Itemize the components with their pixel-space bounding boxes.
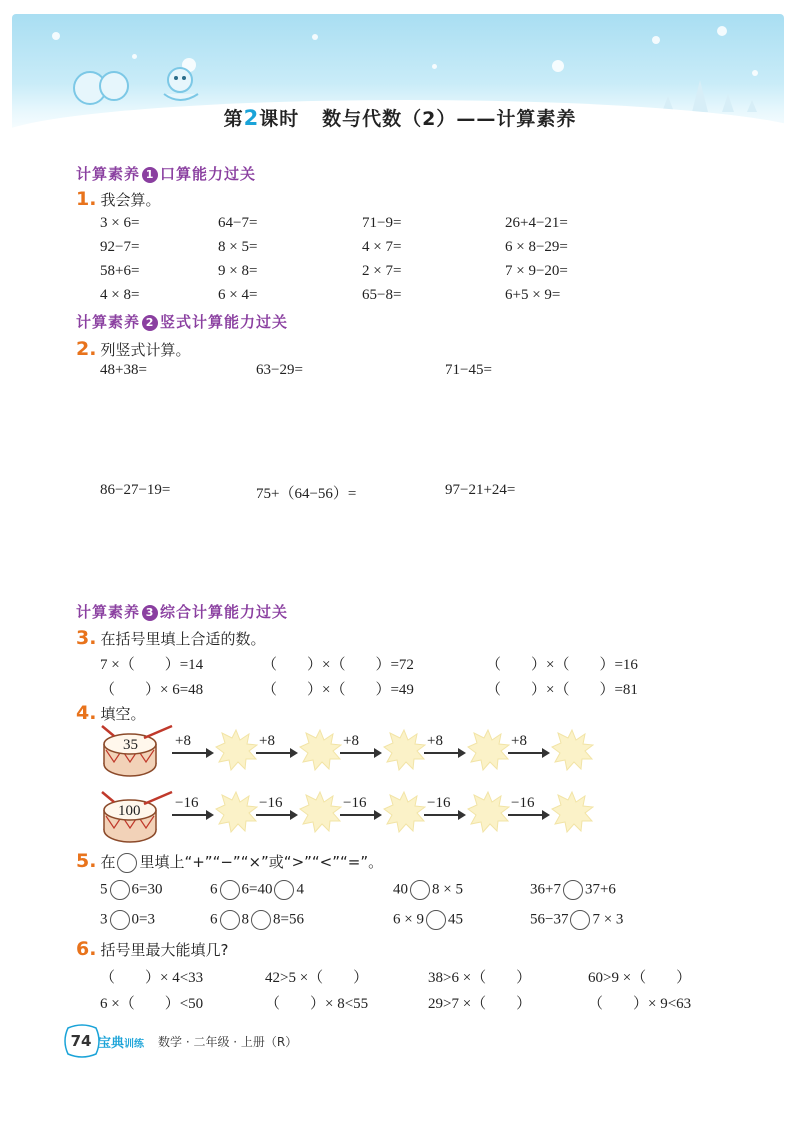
comparison-problem: 3 0=3 <box>100 910 155 930</box>
problem: 97−21+24= <box>445 482 516 498</box>
question-2-heading: 2. 列竖式计算。 <box>76 338 191 360</box>
problem: （ ）× 4<33 <box>100 970 204 986</box>
problem: 42>5 ×（ ） <box>265 970 369 986</box>
problem: （ ）× 9<63 <box>588 996 692 1012</box>
problem: 86−27−19= <box>100 482 171 498</box>
chain-start-value: 100 <box>118 803 141 819</box>
problem: 65−8= <box>362 287 402 303</box>
problem: 4 × 8= <box>100 287 140 303</box>
operation-label: +8 <box>343 733 359 749</box>
problem: 29>7 ×（ ） <box>428 996 532 1012</box>
answer-star-icon[interactable] <box>382 790 426 834</box>
answer-star-icon[interactable] <box>550 728 594 772</box>
answer-circle[interactable] <box>570 910 590 930</box>
book-subtitle: 数学 · 二年级 · 上册（R） <box>158 1035 298 1049</box>
arrow-icon <box>172 752 212 754</box>
arrow-icon <box>256 814 296 816</box>
lesson-title: 第2课时 数与代数（2）——计算素养 <box>223 106 577 130</box>
answer-circle[interactable] <box>274 880 294 900</box>
answer-circle[interactable] <box>110 910 130 930</box>
problem: 38>6 ×（ ） <box>428 970 532 986</box>
comparison-problem: 6 6=40 4 <box>210 880 304 900</box>
answer-star-icon[interactable] <box>298 728 342 772</box>
problem: 3 × 6= <box>100 215 140 231</box>
problem: （ ）×（ ）=81 <box>486 682 638 698</box>
problem: 64−7= <box>218 215 258 231</box>
answer-circle[interactable] <box>220 910 240 930</box>
problem: （ ）× 8<55 <box>265 996 369 1012</box>
brand-logo: 宝典训练 <box>98 1036 145 1051</box>
chain-start-value: 35 <box>123 737 138 753</box>
operation-label: −16 <box>175 795 199 811</box>
comparison-problem: 6 8 8=56 <box>210 910 304 930</box>
answer-star-icon[interactable] <box>466 790 510 834</box>
problem: 7 × 9−20= <box>505 263 568 279</box>
answer-circle[interactable] <box>426 910 446 930</box>
problem: 4 × 7= <box>362 239 402 255</box>
answer-circle[interactable] <box>410 880 430 900</box>
problem: 48+38= <box>100 362 147 378</box>
answer-star-icon[interactable] <box>550 790 594 834</box>
arrow-icon <box>424 752 464 754</box>
operation-label: +8 <box>175 733 191 749</box>
operation-label: −16 <box>343 795 367 811</box>
answer-star-icon[interactable] <box>382 728 426 772</box>
problem: （ ）× 6=48 <box>100 682 204 698</box>
comparison-problem: 36+7 37+6 <box>530 880 616 900</box>
section-heading-vertical: 计算素养 2 竖式计算能力过关 <box>76 313 289 331</box>
answer-circle[interactable] <box>220 880 240 900</box>
operation-label: +8 <box>259 733 275 749</box>
section-heading-comprehensive: 计算素养 3 综合计算能力过关 <box>76 603 289 621</box>
question-1-heading: 1. 我会算。 <box>76 188 161 210</box>
arrow-icon <box>340 752 380 754</box>
answer-circle[interactable] <box>563 880 583 900</box>
snowman-illustration-icon <box>68 60 218 110</box>
problem: 60>9 ×（ ） <box>588 970 692 986</box>
comparison-problem: 56−37 7 × 3 <box>530 910 623 930</box>
blank-circle-icon <box>117 853 137 873</box>
problem: 58+6= <box>100 263 140 279</box>
problem: 26+4−21= <box>505 215 568 231</box>
problem: 71−9= <box>362 215 402 231</box>
page-number: 74 <box>70 1032 92 1050</box>
question-4-heading: 4. 填空。 <box>76 702 146 724</box>
answer-star-icon[interactable] <box>298 790 342 834</box>
operation-label: −16 <box>259 795 283 811</box>
problem: 75+（64−56）= <box>256 486 357 502</box>
problem: 92−7= <box>100 239 140 255</box>
comparison-problem: 5 6=30 <box>100 880 162 900</box>
arrow-icon <box>340 814 380 816</box>
comparison-problem: 6 × 9 45 <box>393 910 463 930</box>
arrow-icon <box>256 752 296 754</box>
problem: 6 × 4= <box>218 287 258 303</box>
problem: （ ）×（ ）=16 <box>486 657 638 673</box>
problem: （ ）×（ ）=49 <box>262 682 414 698</box>
operation-label: −16 <box>511 795 535 811</box>
operation-label: +8 <box>427 733 443 749</box>
question-6-heading: 6. 括号里最大能填几? <box>76 938 229 960</box>
operation-label: −16 <box>427 795 451 811</box>
problem: 6 × 8−29= <box>505 239 568 255</box>
problem: 71−45= <box>445 362 492 378</box>
question-3-heading: 3. 在括号里填上合适的数。 <box>76 627 266 649</box>
problem: 7 ×（ ）=14 <box>100 657 204 673</box>
answer-star-icon[interactable] <box>214 728 258 772</box>
answer-star-icon[interactable] <box>214 790 258 834</box>
arrow-icon <box>172 814 212 816</box>
arrow-icon <box>508 752 548 754</box>
problem: 9 × 8= <box>218 263 258 279</box>
answer-circle[interactable] <box>110 880 130 900</box>
problem: 6 ×（ ）<50 <box>100 996 204 1012</box>
comparison-problem: 40 8 × 5 <box>393 880 463 900</box>
answer-star-icon[interactable] <box>466 728 510 772</box>
problem: 6+5 × 9= <box>505 287 561 303</box>
problem: 8 × 5= <box>218 239 258 255</box>
section-heading-oral: 计算素养 1 口算能力过关 <box>76 165 257 183</box>
arrow-icon <box>424 814 464 816</box>
operation-label: +8 <box>511 733 527 749</box>
problem: （ ）×（ ）=72 <box>262 657 414 673</box>
problem: 2 × 7= <box>362 263 402 279</box>
answer-circle[interactable] <box>251 910 271 930</box>
problem: 63−29= <box>256 362 303 378</box>
arrow-icon <box>508 814 548 816</box>
question-5-heading: 5. 在 里填上“+”“−”“×”或“>”“<”“=”。 <box>76 850 384 872</box>
